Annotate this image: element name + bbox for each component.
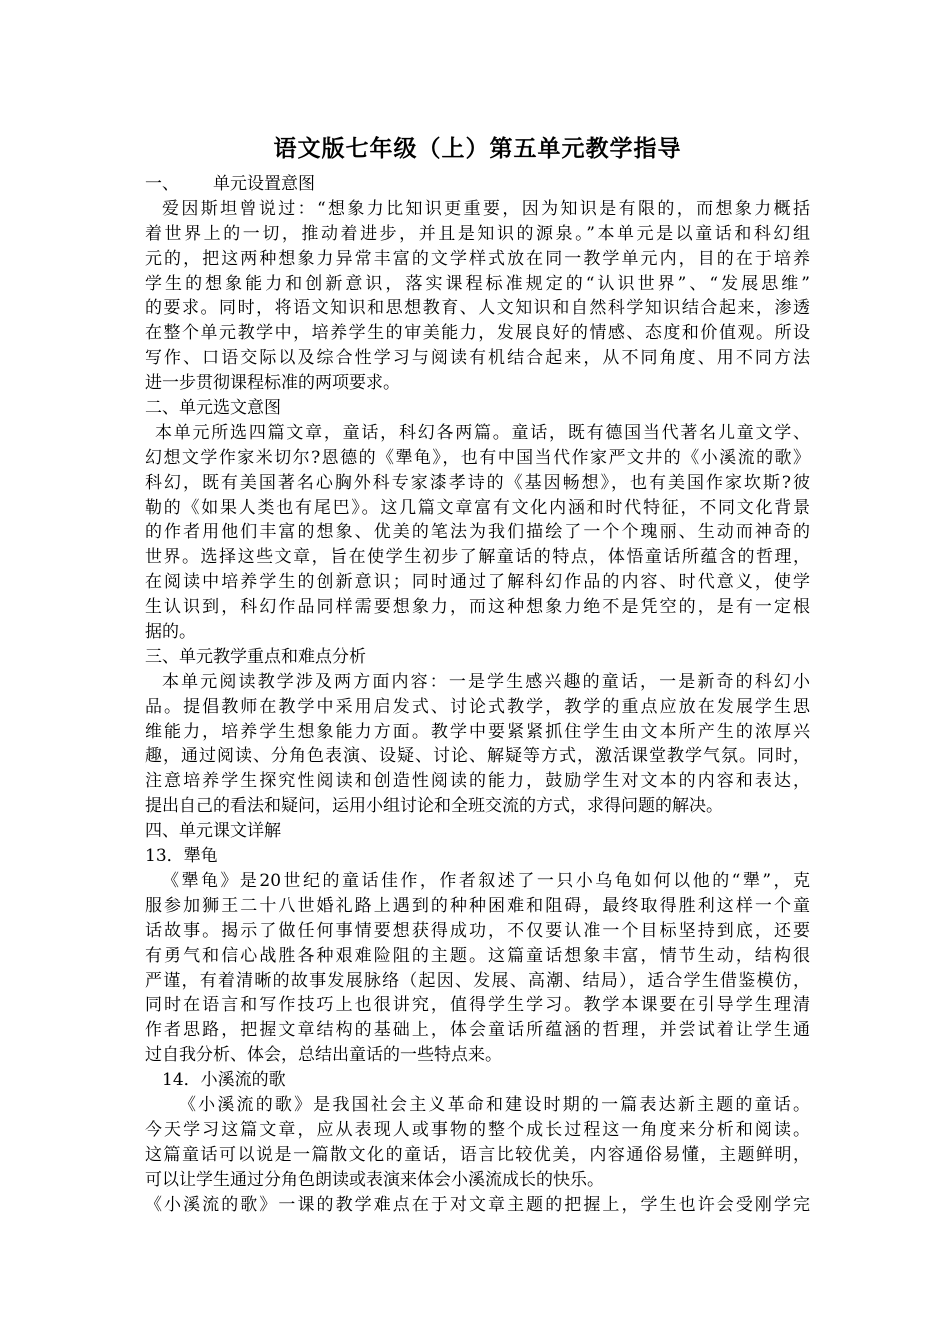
document-title: 语文版七年级（上）第五单元教学指导 (273, 136, 682, 162)
paragraph-line: 在阅读中培养学生的创新意识；同时通过了解科幻作品的内容、时代意义，使学 (145, 572, 810, 593)
paragraph-line: 可以让学生通过分角色朗读或表演来体会小溪流成长的快乐。 (145, 1169, 604, 1190)
paragraph-line: 严谨，有着清晰的故事发展脉络（起因、发展、高潮、结局），适合学生借鉴模仿， (145, 970, 810, 991)
paragraph-line: 服参加狮王二十八世婚礼路上遇到的种种困难和阻碍，最终取得胜利这样一个童 (145, 895, 810, 916)
section-heading-2: 二、单元选文意图 (145, 398, 281, 419)
paragraph-line: 据的。 (145, 622, 196, 643)
section-heading-3: 三、单元教学重点和难点分析 (145, 646, 366, 667)
paragraph-line: 写作、口语交际以及综合性学习与阅读有机结合起来，从不同角度、用不同方法 (145, 348, 810, 369)
paragraph-line: 同时在语言和写作技巧上也很讲究，值得学生学习。教学本课要在引导学生理清 (145, 995, 810, 1016)
paragraph-line: 世界。选择这些文章，旨在使学生初步了解童话的特点，体悟童话所蕴含的哲理， (145, 547, 810, 568)
paragraph-line: 话故事。揭示了做任何事情要想获得成功，不仅要认准一个目标坚持到底，还要 (145, 920, 810, 941)
paragraph-line: 爱因斯坦曾说过：“想象力比知识更重要，因为知识是有限的，而想象力概括 (162, 198, 810, 219)
paragraph-line: 《小溪流的歌》一课的教学难点在于对文章主题的把握上，学生也许会受刚学完 (145, 1194, 810, 1215)
paragraph-line: 过自我分析、体会，总结出童话的一些特点来。 (145, 1045, 502, 1066)
section-1 (145, 172, 810, 396)
lesson-13 (145, 844, 810, 1068)
section-2 (145, 396, 810, 645)
paragraph-line: 勒的《如果人类也有尾巴》。这几篇文章富有文化内涵和时代特征，不同文化背景 (145, 497, 810, 518)
lesson-heading-14: 14．小溪流的歌 (162, 1070, 286, 1091)
paragraph-line: 趣，通过阅读、分角色表演、设疑、讨论、解疑等方式，激活课堂教学气氛。同时， (145, 746, 810, 767)
paragraph-line: 今天学习这篇文章，应从表现人或事物的整个成长过程这一角度来分析和阅读。 (145, 1119, 810, 1140)
paragraph-line: 提出自己的看法和疑问，运用小组讨论和全班交流的方式，求得问题的解决。 (145, 796, 723, 817)
paragraph-line: 进一步贯彻课程标准的两项要求。 (145, 373, 400, 394)
paragraph-line: 注意培养学生探究性阅读和创造性阅读的能力，鼓励学生对文本的内容和表达， (145, 771, 810, 792)
paragraph-line: 在整个单元教学中，培养学生的审美能力，发展良好的情感、态度和价值观。所设 (145, 323, 810, 344)
section-4 (145, 819, 810, 844)
paragraph-line: 幻想文学作家米切尔?恩德的《犟龟》，也有中国当代作家严文井的《小溪流的歌》 (145, 447, 810, 468)
lesson-14 (145, 1068, 810, 1217)
paragraph-line: 科幻，既有美国著名心胸外科专家漆孝诗的《基因畅想》，也有美国作家坎斯?彼 (145, 472, 810, 493)
paragraph-line: 的作者用他们丰富的想象、优美的笔法为我们描绘了一个个瑰丽、生动而神奇的 (145, 522, 810, 543)
document-page (145, 132, 810, 1217)
paragraph-line: 有勇气和信心战胜各种艰难险阻的主题。这篇童话想象丰富，情节生动，结构很 (145, 945, 810, 966)
paragraph-line: 《犟龟》是20世纪的童话佳作，作者叙述了一只小乌龟如何以他的“犟”，克 (162, 870, 810, 891)
paragraph-line: 《小溪流的歌》是我国社会主义革命和建设时期的一篇表达新主题的童话。 (179, 1094, 810, 1115)
paragraph-line: 品。提倡教师在教学中采用启发式、讨论式教学，教学的重点应放在发展学生思 (145, 696, 810, 717)
section-heading-4: 四、单元课文详解 (145, 821, 281, 842)
heading-number: 一、 (145, 174, 179, 194)
lesson-heading-13: 13．犟龟 (145, 846, 218, 867)
paragraph-line: 元的，把这两种想象力异常丰富的文学样式放在同一教学单元内，目的在于培养 (145, 248, 810, 269)
paragraph-line: 本单元所选四篇文章，童话，科幻各两篇。童话，既有德国当代著名儿童文学、 (155, 422, 810, 443)
paragraph-line: 的要求。同时，将语文知识和思想教育、人文知识和自然科学知识结合起来，渗透 (145, 298, 810, 319)
paragraph-line: 作者思路，把握文章结构的基础上，体会童话所蕴涵的哲理，并尝试着让学生通 (145, 1020, 810, 1041)
paragraph-line: 这篇童话可以说是一篇散文化的童话，语言比较优美，内容通俗易懂，主题鲜明， (145, 1144, 810, 1165)
paragraph-line: 着世界上的一切，推动着进步，并且是知识的源泉。”本单元是以童话和科幻组 (145, 223, 810, 244)
paragraph-line: 维能力，培养学生想象能力方面。教学中要紧紧抓住学生由文本所产生的浓厚兴 (145, 721, 810, 742)
section-3 (145, 645, 810, 819)
paragraph-line: 生认识到，科幻作品同样需要想象力，而这种想象力绝不是凭空的，是有一定根 (145, 597, 810, 618)
paragraph-line: 学生的想象能力和创新意识，落实课程标准规定的“认识世界”、“发展思维” (145, 273, 810, 294)
section-heading-1 (145, 172, 810, 197)
heading-text: 单元设置意图 (213, 174, 315, 194)
paragraph-line: 本单元阅读教学涉及两方面内容：一是学生感兴趣的童话，一是新奇的科幻小 (162, 671, 810, 692)
